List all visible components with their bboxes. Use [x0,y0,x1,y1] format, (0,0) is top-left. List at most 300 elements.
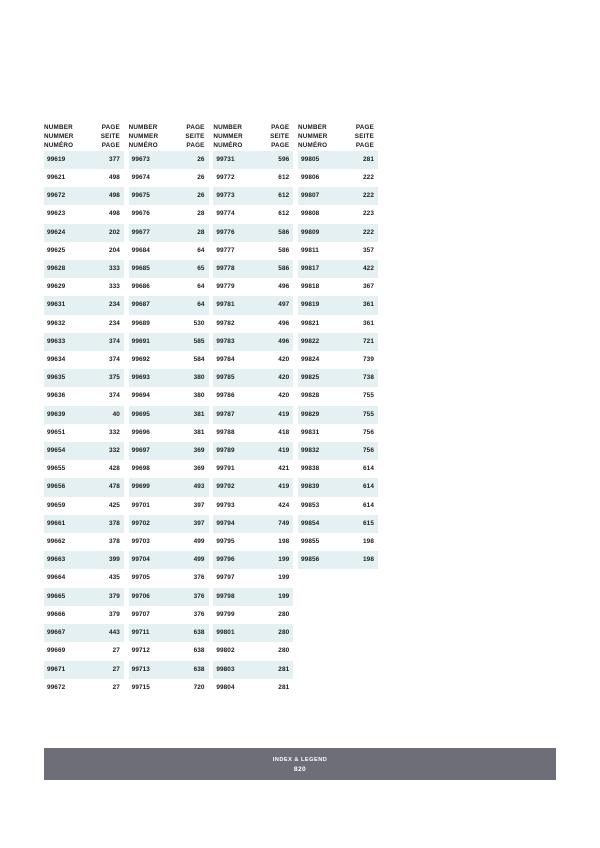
table-header-row [44,124,378,151]
cell-page: 435 [88,569,124,587]
table-row [44,151,378,169]
table-row [44,478,378,496]
header-page-line1: PAGE [101,124,120,131]
cell-number: 99713 [129,661,173,679]
table-row [44,260,378,278]
cell-number: 99704 [129,551,173,569]
cell-number: 99689 [129,315,173,333]
cell-page: 375 [88,369,124,387]
cell-page: 64 [173,242,209,260]
cell-page: 369 [173,460,209,478]
cell-page: 498 [88,187,124,205]
cell-page: 378 [88,515,124,533]
cell-number: 99787 [213,406,257,424]
cell-page: 419 [258,478,294,496]
cell-number: 99655 [44,460,88,478]
cell-page: 374 [88,387,124,405]
cell-page: 612 [258,187,294,205]
cell-page: 234 [88,315,124,333]
header-page-line1: PAGE [355,124,374,131]
cell-page: 638 [173,624,209,642]
header-page-line3: PAGE [186,141,205,149]
cell-number: 99808 [298,205,342,223]
header-number-line1: NUMBER [213,124,243,131]
cell-number: 99785 [213,369,257,387]
cell-page [342,569,378,587]
cell-page: 361 [342,296,378,314]
cell-page [342,679,378,697]
cell-page: 380 [173,369,209,387]
cell-page: 280 [258,624,294,642]
cell-number: 99731 [213,151,257,169]
cell-number: 99659 [44,497,88,515]
column-header-page-4 [342,124,378,151]
table-row [44,387,378,405]
cell-number: 99685 [129,260,173,278]
cell-page: 397 [173,515,209,533]
cell-number: 99855 [298,533,342,551]
header-page-line3: PAGE [271,141,290,149]
cell-number: 99629 [44,278,88,296]
cell-number: 99654 [44,442,88,460]
header-page-line2: SEITE [354,132,374,140]
cell-page: 281 [342,151,378,169]
cell-page [342,642,378,660]
cell-number: 99705 [129,569,173,587]
cell-number: 99792 [213,478,257,496]
cell-number: 99807 [298,187,342,205]
cell-number [298,588,342,606]
cell-page: 381 [173,424,209,442]
cell-number: 99779 [213,278,257,296]
cell-page: 499 [173,551,209,569]
cell-number: 99825 [298,369,342,387]
cell-number: 99789 [213,442,257,460]
cell-page: 420 [258,387,294,405]
cell-number: 99623 [44,205,88,223]
cell-number: 99797 [213,569,257,587]
cell-number: 99829 [298,406,342,424]
cell-number: 99663 [44,551,88,569]
cell-number: 99625 [44,242,88,260]
cell-number: 99695 [129,406,173,424]
cell-number: 99788 [213,424,257,442]
cell-page: 281 [258,679,294,697]
table-row [44,424,378,442]
cell-number: 99803 [213,661,257,679]
cell-number: 99828 [298,387,342,405]
cell-page: 720 [173,679,209,697]
table-row [44,369,378,387]
header-page-line2: SEITE [185,132,205,140]
cell-number: 99631 [44,296,88,314]
cell-page: 367 [342,278,378,296]
cell-number: 99675 [129,187,173,205]
cell-page: 499 [173,533,209,551]
cell-number: 99838 [298,460,342,478]
cell-page: 612 [258,169,294,187]
header-number-line2: NUMMER [128,132,159,140]
header-page-line3: PAGE [101,141,120,149]
cell-page: 280 [258,606,294,624]
cell-number: 99692 [129,351,173,369]
cell-number: 99703 [129,533,173,551]
cell-number [298,606,342,624]
cell-page: 530 [173,315,209,333]
cell-page: 28 [173,224,209,242]
cell-page: 443 [88,624,124,642]
cell-page: 222 [342,169,378,187]
cell-page: 496 [258,315,294,333]
cell-page: 738 [342,369,378,387]
cell-number: 99639 [44,406,88,424]
cell-number: 99839 [298,478,342,496]
header-number-line3: NUMÉRO [213,141,243,149]
table-row [44,533,378,551]
cell-page: 378 [88,533,124,551]
cell-number: 99805 [298,151,342,169]
cell-number: 99798 [213,588,257,606]
cell-number: 99778 [213,260,257,278]
cell-page: 223 [342,205,378,223]
cell-number: 99818 [298,278,342,296]
cell-number: 99777 [213,242,257,260]
cell-page: 420 [258,369,294,387]
cell-page: 332 [88,442,124,460]
cell-number: 99772 [213,169,257,187]
cell-number: 99781 [213,296,257,314]
cell-number: 99819 [298,296,342,314]
cell-page: 755 [342,406,378,424]
cell-page: 376 [173,588,209,606]
cell-number [298,569,342,587]
cell-number: 99783 [213,333,257,351]
table-row [44,515,378,533]
cell-page: 222 [342,224,378,242]
cell-number: 99831 [298,424,342,442]
cell-number: 99671 [44,661,88,679]
cell-page: 198 [258,533,294,551]
cell-page: 199 [258,551,294,569]
cell-number: 99795 [213,533,257,551]
cell-number: 99821 [298,315,342,333]
cell-page: 379 [88,606,124,624]
cell-number: 99676 [129,205,173,223]
cell-page: 27 [88,661,124,679]
header-number-line1: NUMBER [44,124,73,131]
cell-number: 99696 [129,424,173,442]
cell-number: 99673 [129,151,173,169]
column-header-page-1 [88,124,124,151]
cell-page: 202 [88,224,124,242]
cell-number: 99662 [44,533,88,551]
header-page-line1: PAGE [271,124,290,131]
cell-page: 376 [173,569,209,587]
table-row [44,497,378,515]
cell-number: 99667 [44,624,88,642]
cell-number: 99656 [44,478,88,496]
table-row [44,205,378,223]
cell-number: 99672 [44,187,88,205]
table-header [44,124,378,151]
cell-number: 99691 [129,333,173,351]
table-row [44,333,378,351]
cell-number: 99784 [213,351,257,369]
cell-number: 99774 [213,205,257,223]
table-row [44,661,378,679]
cell-number: 99687 [129,296,173,314]
header-number-line1: NUMBER [128,124,158,131]
cell-number: 99661 [44,515,88,533]
cell-page: 40 [88,406,124,424]
cell-number: 99694 [129,387,173,405]
table-row [44,315,378,333]
cell-number: 99699 [129,478,173,496]
table-row [44,606,378,624]
cell-number: 99791 [213,460,257,478]
cell-page: 612 [258,205,294,223]
cell-page: 377 [88,151,124,169]
cell-page [342,588,378,606]
cell-page: 614 [342,478,378,496]
cell-number: 99693 [129,369,173,387]
cell-number: 99824 [298,351,342,369]
cell-page: 374 [88,333,124,351]
cell-page: 428 [88,460,124,478]
cell-number: 99822 [298,333,342,351]
cell-page: 332 [88,424,124,442]
header-page-line2: SEITE [270,132,290,140]
cell-number: 99794 [213,515,257,533]
cell-page: 28 [173,205,209,223]
cell-number: 99804 [213,679,257,697]
cell-page: 419 [258,406,294,424]
index-table [44,124,378,697]
cell-number: 99636 [44,387,88,405]
cell-page: 222 [342,187,378,205]
cell-number: 99684 [129,242,173,260]
cell-page: 418 [258,424,294,442]
cell-page: 361 [342,315,378,333]
cell-number: 99715 [129,679,173,697]
cell-number: 99811 [298,242,342,260]
cell-number: 99669 [44,642,88,660]
table-row [44,296,378,314]
cell-page: 333 [88,278,124,296]
header-number-line3: NUMÉRO [128,141,158,149]
table-row [44,569,378,587]
cell-number: 99674 [129,169,173,187]
cell-page: 420 [258,351,294,369]
header-number-line2: NUMMER [298,132,328,140]
cell-number: 99782 [213,315,257,333]
cell-page: 498 [88,205,124,223]
cell-page: 376 [173,606,209,624]
cell-number: 99686 [129,278,173,296]
table-row [44,278,378,296]
cell-page: 198 [342,551,378,569]
cell-page: 586 [258,242,294,260]
cell-page: 478 [88,478,124,496]
cell-page: 369 [173,442,209,460]
table-row [44,406,378,424]
cell-number: 99697 [129,442,173,460]
cell-page: 421 [258,460,294,478]
cell-number: 99832 [298,442,342,460]
column-header-number-4 [298,124,342,151]
header-number-line1: NUMBER [298,124,327,131]
cell-page: 638 [173,661,209,679]
cell-number: 99664 [44,569,88,587]
table-row [44,351,378,369]
cell-number: 99702 [129,515,173,533]
cell-page: 27 [88,642,124,660]
cell-page: 380 [173,387,209,405]
header-page-line1: PAGE [186,124,205,131]
cell-page: 26 [173,151,209,169]
cell-page: 614 [342,497,378,515]
column-header-number-2 [129,124,173,151]
cell-page: 721 [342,333,378,351]
cell-number: 99701 [129,497,173,515]
cell-page: 64 [173,278,209,296]
cell-page: 333 [88,260,124,278]
cell-page [342,606,378,624]
table-row [44,224,378,242]
cell-page: 399 [88,551,124,569]
cell-page: 280 [258,642,294,660]
cell-page: 615 [342,515,378,533]
cell-number [298,642,342,660]
cell-number [298,624,342,642]
cell-page [342,661,378,679]
cell-page: 493 [173,478,209,496]
cell-number: 99856 [298,551,342,569]
cell-number: 99786 [213,387,257,405]
cell-number: 99677 [129,224,173,242]
table-row [44,642,378,660]
cell-page: 64 [173,296,209,314]
cell-number: 99621 [44,169,88,187]
cell-number: 99712 [129,642,173,660]
header-number-line2: NUMMER [44,132,74,140]
table-row [44,442,378,460]
column-header-page-2 [173,124,209,151]
cell-page: 234 [88,296,124,314]
cell-number: 99796 [213,551,257,569]
cell-page: 638 [173,642,209,660]
table-row [44,679,378,697]
cell-number: 99666 [44,606,88,624]
table-row [44,242,378,260]
cell-page: 755 [342,387,378,405]
cell-page: 496 [258,333,294,351]
cell-number: 99624 [44,224,88,242]
cell-page: 281 [258,661,294,679]
cell-page: 422 [342,260,378,278]
cell-page: 199 [258,588,294,606]
table-row [44,187,378,205]
footer-page-number: 820 [293,765,307,773]
table-body [44,151,378,697]
cell-page: 497 [258,296,294,314]
cell-page: 496 [258,278,294,296]
page-footer-bar [44,748,556,780]
cell-number: 99628 [44,260,88,278]
cell-number [298,679,342,697]
cell-page: 199 [258,569,294,587]
cell-page: 586 [258,260,294,278]
table-row [44,460,378,478]
cell-page: 756 [342,442,378,460]
cell-page: 586 [258,224,294,242]
cell-number: 99806 [298,169,342,187]
header-number-line3: NUMÉRO [44,141,74,149]
cell-number: 99853 [298,497,342,515]
table-row [44,551,378,569]
cell-page: 374 [88,351,124,369]
cell-page: 198 [342,533,378,551]
column-header-number-3 [213,124,257,151]
header-number-line3: NUMÉRO [298,141,328,149]
table-row [44,588,378,606]
footer-section-title: INDEX & LEGEND [272,757,328,763]
cell-number: 99793 [213,497,257,515]
header-page-line3: PAGE [355,141,374,149]
cell-number: 99633 [44,333,88,351]
cell-page: 379 [88,588,124,606]
cell-page: 397 [173,497,209,515]
cell-number: 99817 [298,260,342,278]
cell-number: 99665 [44,588,88,606]
cell-number: 99854 [298,515,342,533]
cell-number: 99635 [44,369,88,387]
header-page-line2: SEITE [100,132,120,140]
cell-number [298,661,342,679]
header-number-line2: NUMMER [213,132,243,140]
cell-page: 381 [173,406,209,424]
cell-number: 99809 [298,224,342,242]
cell-page: 27 [88,679,124,697]
cell-number: 99672 [44,679,88,697]
cell-number: 99632 [44,315,88,333]
cell-number: 99634 [44,351,88,369]
cell-page [342,624,378,642]
cell-number: 99706 [129,588,173,606]
cell-number: 99799 [213,606,257,624]
cell-page: 498 [88,169,124,187]
column-header-number-1 [44,124,88,151]
cell-number: 99619 [44,151,88,169]
cell-number: 99707 [129,606,173,624]
cell-page: 749 [258,515,294,533]
cell-page: 26 [173,187,209,205]
table-row [44,169,378,187]
table-row [44,624,378,642]
cell-page: 596 [258,151,294,169]
cell-page: 614 [342,460,378,478]
cell-page: 425 [88,497,124,515]
cell-number: 99802 [213,642,257,660]
cell-page: 756 [342,424,378,442]
cell-page: 419 [258,442,294,460]
cell-page: 26 [173,169,209,187]
cell-page: 739 [342,351,378,369]
cell-number: 99698 [129,460,173,478]
cell-page: 584 [173,351,209,369]
cell-page: 65 [173,260,209,278]
cell-number: 99651 [44,424,88,442]
